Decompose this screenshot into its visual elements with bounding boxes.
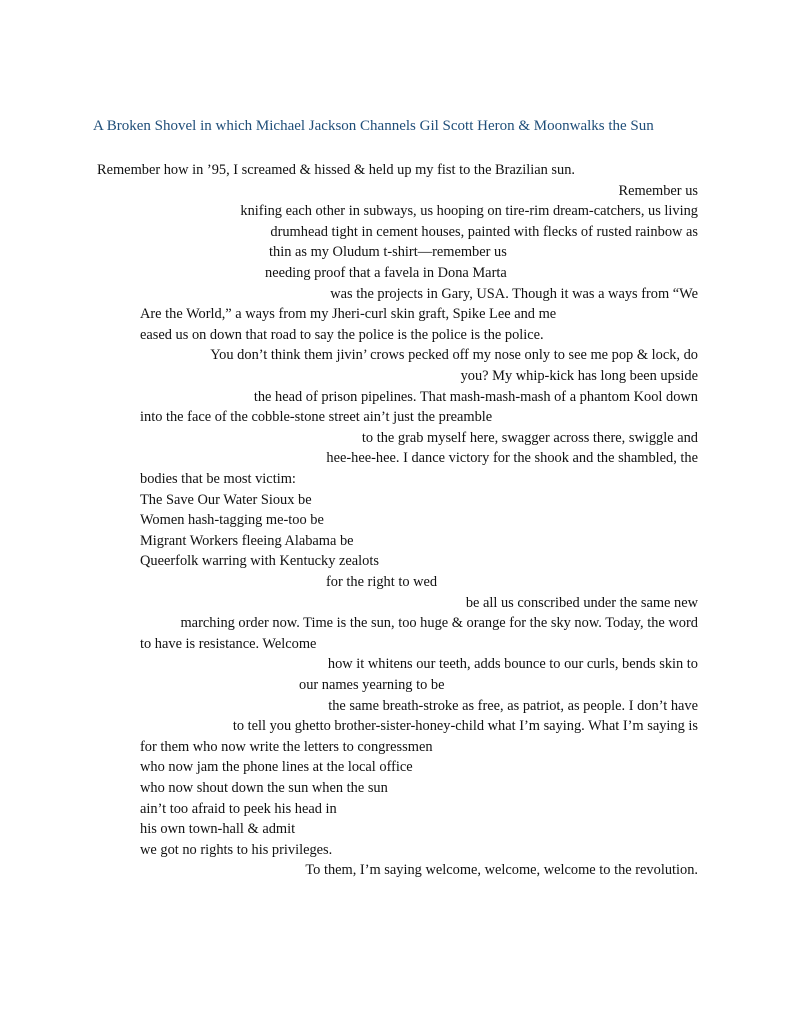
- poem-line: Remember us: [618, 182, 698, 199]
- poem-line: how it whitens our teeth, adds bounce to our curls, bends skin to: [327, 656, 698, 673]
- poem-line: the same breath-stroke as free, as patriot, as people. I don’t have: [328, 697, 698, 714]
- poem-line: be all us conscribed under the same new: [465, 594, 698, 611]
- poem-line: The Save Our Water Sioux be: [140, 491, 312, 508]
- poem-line: his own town-hall & admit: [140, 821, 296, 838]
- poem-line: To them, I’m saying welcome, welcome, welcome to the revolution.: [305, 862, 698, 879]
- poem-line: for them who now write the letters to congressmen: [140, 738, 433, 755]
- poem-line: we got no rights to his privileges.: [140, 841, 333, 858]
- poem-line: the head of prison pipelines. That mash-mash-mash of a phantom Kool down: [253, 388, 698, 405]
- poem-line: Women hash-tagging me-too be: [140, 512, 324, 529]
- poem-line: knifing each other in subways, us hooping on tire-rim dream-catchers, us living: [240, 203, 698, 220]
- poem-line: you? My whip-kick has long been upside: [460, 368, 698, 384]
- poem-line: for the right to wed: [326, 574, 438, 590]
- poem-line: who now jam the phone lines at the local office: [140, 759, 413, 776]
- poem-line: drumhead tight in cement houses, painted with flecks of rusted rainbow as: [270, 223, 698, 240]
- poem-line: thin as my Oludum t-shirt—remember us: [269, 244, 507, 261]
- poem-line: eased us on down that road to say the police is the police is the police.: [140, 326, 544, 343]
- poem-line: bodies that be most victim:: [140, 471, 296, 487]
- poem-line: into the face of the cobble-stone street ain’t just the preamble: [140, 409, 493, 426]
- poem-line: marching order now. Time is the sun, too huge & orange for the sky now. Today, the word: [180, 615, 698, 632]
- poem-line: Remember how in ’95, I screamed & hissed & held up my fist to the Brazilian sun.: [97, 162, 575, 178]
- poem-title: A Broken Shovel in which Michael Jackson Channels Gil Scott Heron & Moonwalks the Sun: [93, 118, 654, 134]
- poem-line: who now shout down the sun when the sun: [140, 780, 388, 796]
- poem-line: hee-hee-hee. I dance victory for the shook and the shambled, the: [326, 450, 698, 467]
- poem-line: was the projects in Gary, USA. Though it was a ways from “We: [330, 285, 698, 302]
- poem-line: You don’t think them jivin’ crows pecked off my nose only to see me pop & lock, do: [210, 347, 698, 364]
- poem-line: needing proof that a favela in Dona Marta: [265, 265, 507, 281]
- poem-line: Are the World,” a ways from my Jheri-curl skin graft, Spike Lee and me: [140, 306, 557, 323]
- poem-line: to the grab myself here, swagger across there, swiggle and: [361, 429, 698, 446]
- poem-line: to tell you ghetto brother-sister-honey-child what I’m saying. What I’m saying is: [232, 718, 698, 735]
- poem-line: to have is resistance. Welcome: [140, 635, 317, 652]
- poem-line: Queerfolk warring with Kentucky zealots: [140, 553, 379, 570]
- poem-line: our names yearning to be: [299, 677, 445, 693]
- poem-line: ain’t too afraid to peek his head in: [140, 800, 337, 817]
- poem-line: Migrant Workers fleeing Alabama be: [140, 532, 354, 549]
